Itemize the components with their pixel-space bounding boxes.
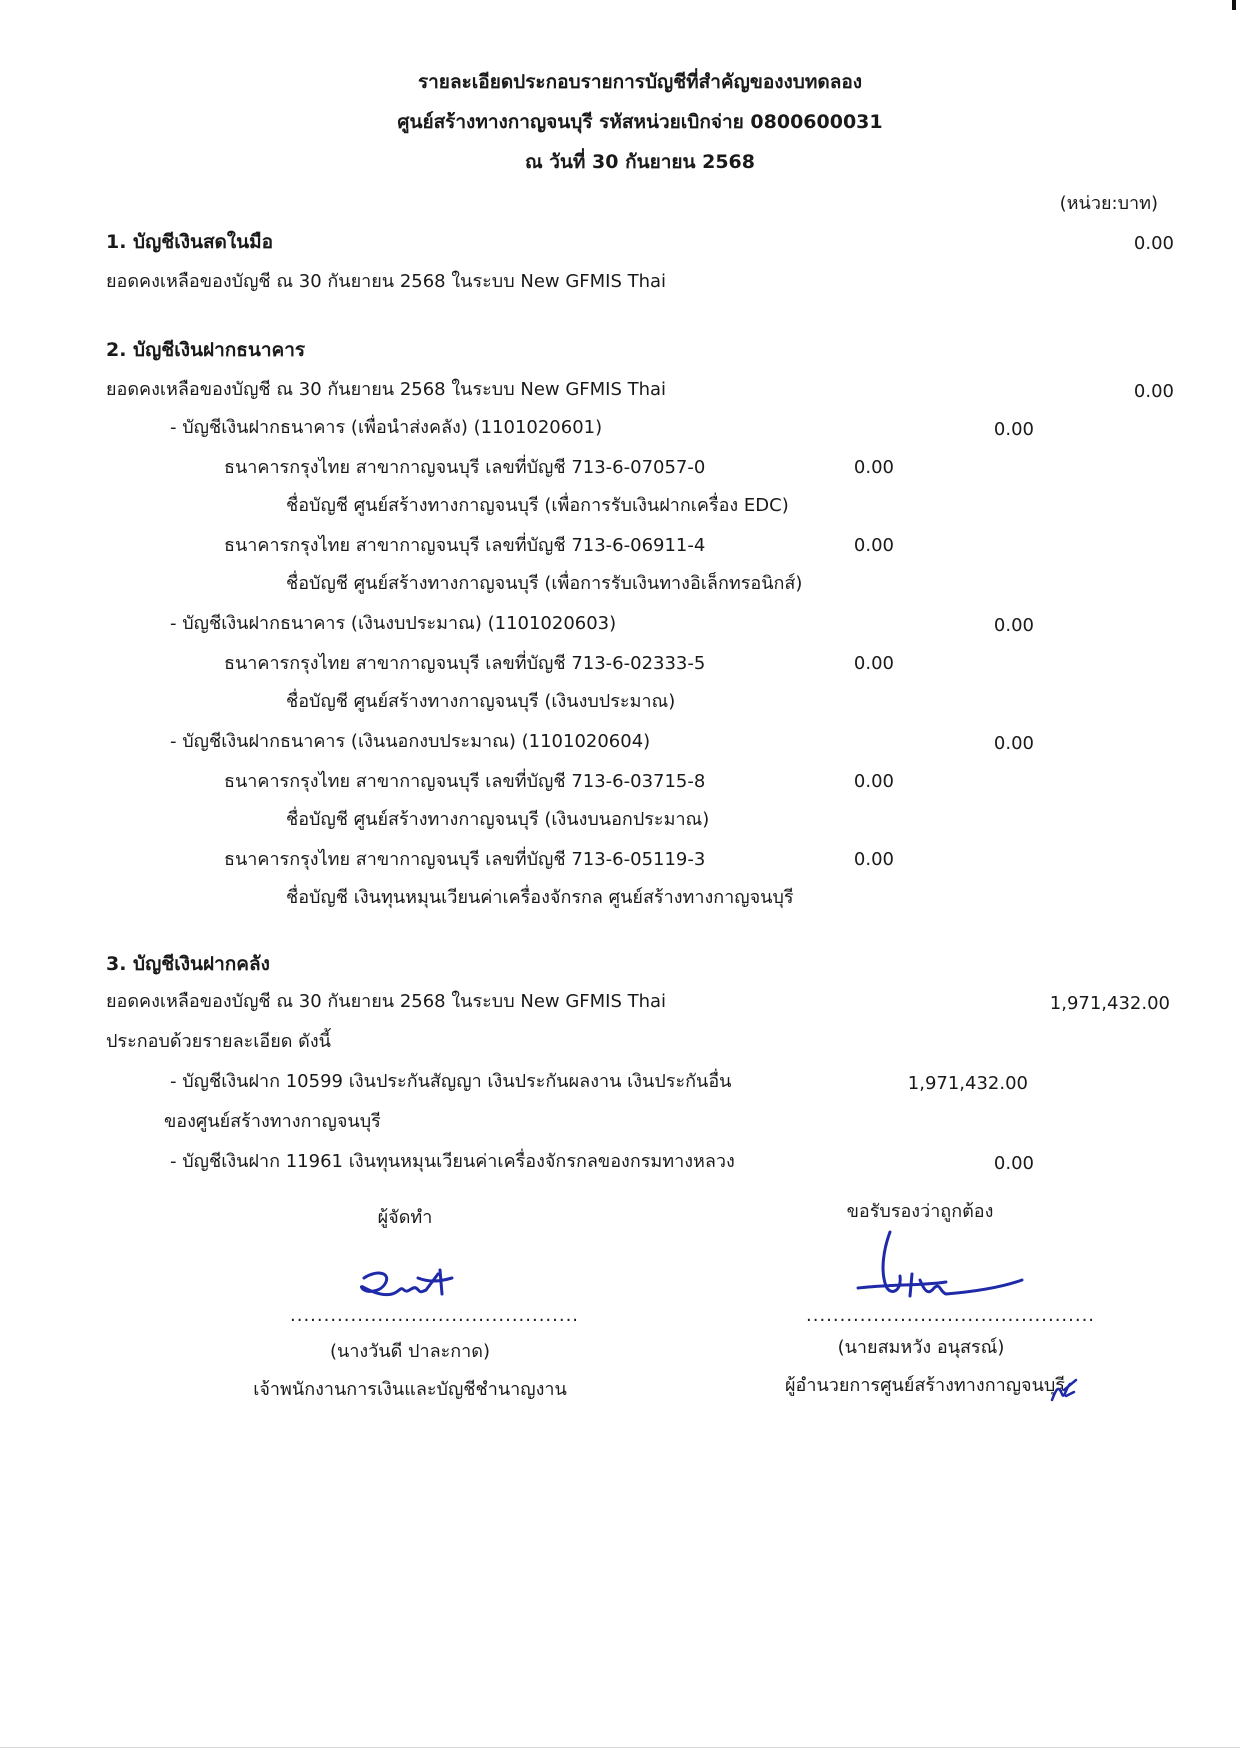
bank-account-name: ชื่อบัญชี ศูนย์สร้างทางกาญจนบุรี (เพื่อการรับเงินทางอิเล็กทรอนิกส์): [286, 573, 803, 594]
section2-desc: ยอดคงเหลือของบัญชี ณ 30 กันยายน 2568 ในระบบ New GFMIS Thai: [106, 379, 667, 400]
section1-amount: 0.00: [1133, 233, 1174, 254]
bank-account-amount: 0.00: [853, 457, 894, 478]
bank-account-name: ชื่อบัญชี ศูนย์สร้างทางกาญจนบุรี (เงินงบนอกประมาณ): [286, 809, 710, 830]
certifier-signature: [850, 1226, 1030, 1316]
scan-bottom-edge: [0, 1747, 1240, 1748]
bank-group-amount: 0.00: [993, 733, 1034, 754]
section3-desc: ยอดคงเหลือของบัญชี ณ 30 กันยายน 2568 ในระบบ New GFMIS Thai: [106, 991, 667, 1012]
initials-mark: [1048, 1370, 1078, 1406]
certifier-signature-line: ...........................................: [806, 1305, 1096, 1326]
bank-account-name: ชื่อบัญชี ศูนย์สร้างทางกาญจนบุรี (เงินงบประมาณ): [286, 691, 676, 712]
preparer-heading: ผู้จัดทำ: [377, 1207, 433, 1228]
preparer-position: เจ้าพนักงานการเงินและบัญชีชำนาญงาน: [253, 1379, 567, 1400]
document-title-line2: ศูนย์สร้างทางกาญจนบุรี รหัสหน่วยเบิกจ่าย 0800600031: [397, 111, 883, 133]
treasury-item-line: - บัญชีเงินฝาก 11961 เงินทุนหมุนเวียนค่าเครื่องจักรกลของกรมทางหลวง: [170, 1151, 735, 1172]
bank-account-line: ธนาคารกรุงไทย สาขากาญจนบุรี เลขที่บัญชี 713-6-07057-0: [224, 457, 706, 478]
bank-account-line: ธนาคารกรุงไทย สาขากาญจนบุรี เลขที่บัญชี 713-6-03715-8: [224, 771, 706, 792]
bank-account-name: ชื่อบัญชี ศูนย์สร้างทางกาญจนบุรี (เพื่อการรับเงินฝากเครื่อง EDC): [286, 495, 789, 516]
bank-account-line: ธนาคารกรุงไทย สาขากาญจนบุรี เลขที่บัญชี 713-6-05119-3: [224, 849, 706, 870]
treasury-item-amount: 0.00: [993, 1153, 1034, 1174]
section1-desc: ยอดคงเหลือของบัญชี ณ 30 กันยายน 2568 ในระบบ New GFMIS Thai: [106, 271, 667, 292]
scan-corner-mark: [1232, 0, 1236, 10]
bank-account-amount: 0.00: [853, 535, 894, 556]
certifier-name: (นายสมหวัง อนุสรณ์): [837, 1337, 1005, 1358]
bank-group-amount: 0.00: [993, 419, 1034, 440]
preparer-name: (นางวันดี ปาละกาด): [330, 1341, 490, 1362]
bank-group-amount: 0.00: [993, 615, 1034, 636]
preparer-signature-line: ...........................................: [290, 1305, 580, 1326]
certifier-heading: ขอรับรองว่าถูกต้อง: [846, 1201, 994, 1222]
section2-title: 2. บัญชีเงินฝากธนาคาร: [106, 339, 306, 361]
document-title-line1: รายละเอียดประกอบรายการบัญชีที่สำคัญของงบทดลอง: [417, 71, 863, 93]
unit-label: (หน่วย:บาท): [1059, 193, 1158, 214]
bank-account-name: ชื่อบัญชี เงินทุนหมุนเวียนค่าเครื่องจักรกล ศูนย์สร้างทางกาญจนบุรี: [286, 887, 794, 908]
bank-group-label: - บัญชีเงินฝากธนาคาร (เงินนอกงบประมาณ) (1101020604): [170, 731, 651, 752]
bank-account-amount: 0.00: [853, 653, 894, 674]
section3-amount: 1,971,432.00: [1049, 993, 1170, 1014]
bank-group-label: - บัญชีเงินฝากธนาคาร (เงินงบประมาณ) (1101020603): [170, 613, 617, 634]
section1-title: 1. บัญชีเงินสดในมือ: [106, 231, 274, 253]
bank-group-label: - บัญชีเงินฝากธนาคาร (เพื่อนำส่งคลัง) (1101020601): [170, 417, 603, 438]
section2-amount: 0.00: [1133, 381, 1174, 402]
document-title-date: ณ วันที่ 30 กันยายน 2568: [524, 151, 755, 173]
section3-detail-intro: ประกอบด้วยรายละเอียด ดังนี้: [106, 1031, 331, 1052]
treasury-item-amount: 1,971,432.00: [907, 1073, 1028, 1094]
treasury-item-line: - บัญชีเงินฝาก 10599 เงินประกันสัญญา เงินประกันผลงาน เงินประกันอื่น: [170, 1071, 732, 1092]
section3-title: 3. บัญชีเงินฝากคลัง: [106, 953, 270, 975]
bank-account-line: ธนาคารกรุงไทย สาขากาญจนบุรี เลขที่บัญชี 713-6-02333-5: [224, 653, 706, 674]
treasury-item-line2: ของศูนย์สร้างทางกาญจนบุรี: [164, 1111, 381, 1132]
certifier-position: ผู้อำนวยการศูนย์สร้างทางกาญจนบุรี: [785, 1375, 1065, 1396]
bank-account-amount: 0.00: [853, 849, 894, 870]
bank-account-line: ธนาคารกรุงไทย สาขากาญจนบุรี เลขที่บัญชี 713-6-06911-4: [224, 535, 706, 556]
bank-account-amount: 0.00: [853, 771, 894, 792]
